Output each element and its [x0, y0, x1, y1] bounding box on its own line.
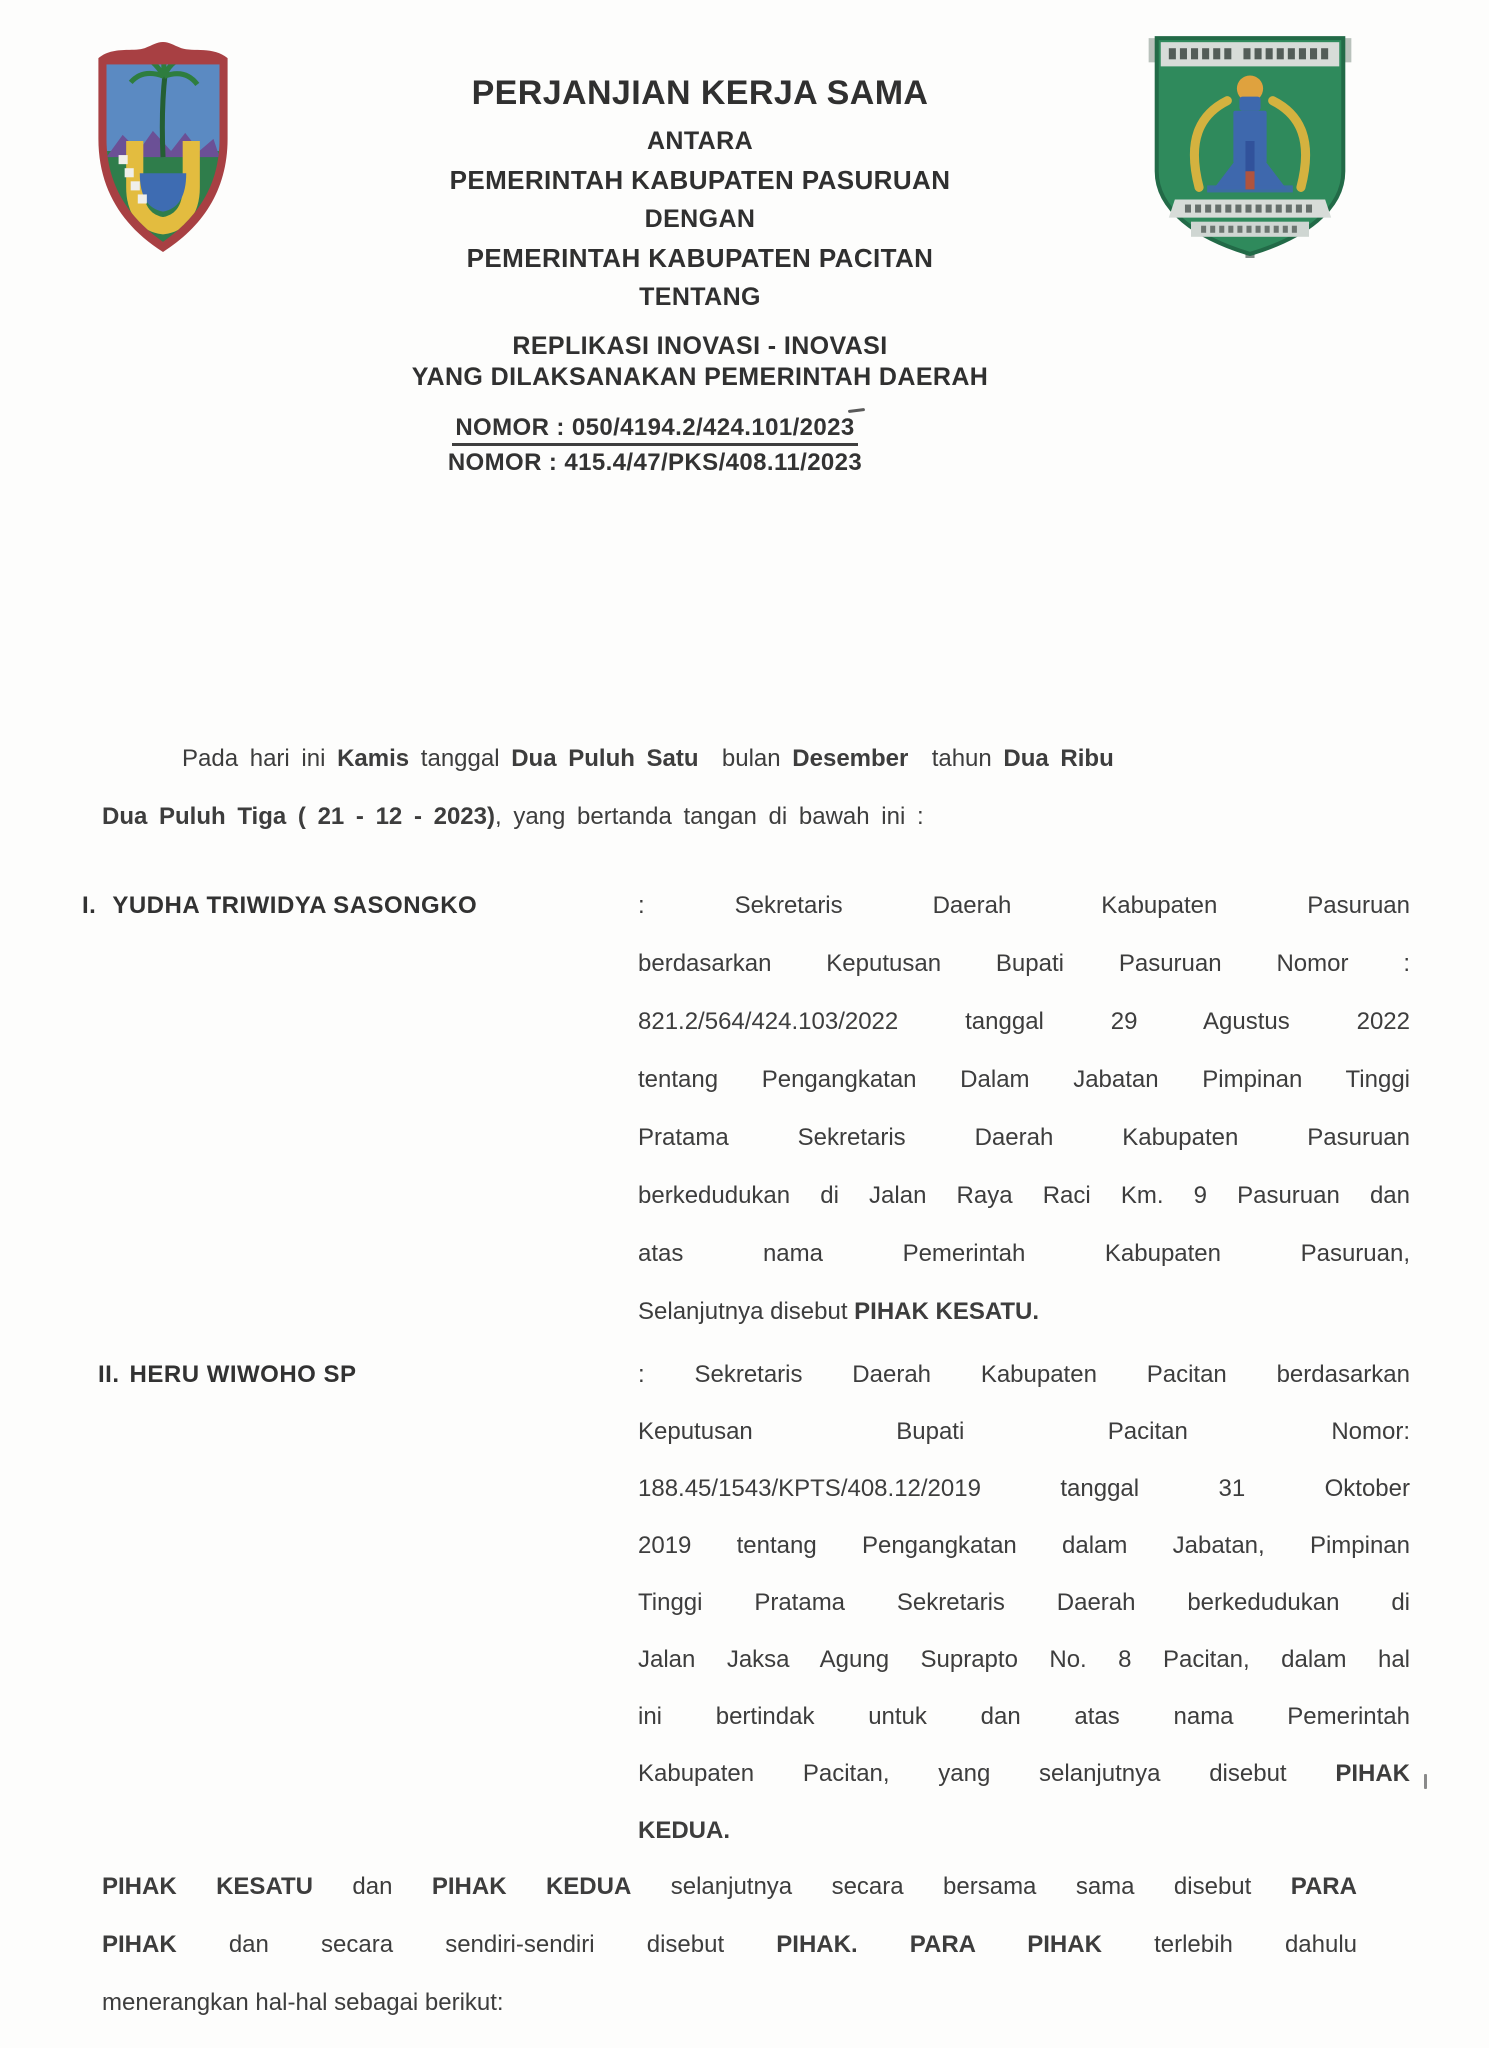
header-dengan: DENGAN: [644, 205, 756, 233]
party1-line: tentang Pengangkatan Dalam Jabatan Pimpinan Tinggi: [638, 1066, 1410, 1093]
party2-line: Kabupaten Pacitan, yang selanjutnya disebut PIHAK: [638, 1760, 1410, 1787]
party1-line: berdasarkan Keputusan Bupati Pasuruan Nomor :: [638, 950, 1410, 977]
header-subject-line1: REPLIKASI INOVASI - INOVASI: [512, 332, 888, 360]
header-party1: PEMERINTAH KABUPATEN PASURUAN: [449, 165, 951, 195]
header-subject-line2: YANG DILAKSANAKAN PEMERINTAH DAERAH: [411, 363, 989, 391]
closing-line-2: PIHAK dan secara sendiri-sendiri disebut PIHAK. PARA PIHAK terlebih dahulu: [102, 1931, 1358, 1958]
opening-paragraph: [102, 730, 1147, 846]
party1-numeral: I.: [82, 892, 97, 919]
scan-artifact-dash: [848, 408, 865, 413]
closing-paragraph: [102, 1858, 1357, 2032]
nomor-line-1: [205, 414, 1105, 442]
party2-numeral: II.: [98, 1361, 120, 1388]
closing-line-1: PIHAK KESATU dan PIHAK KEDUA selanjutnya secara bersama sama disebut PARA: [102, 1873, 1357, 1900]
party1-name: [82, 877, 477, 935]
banner-text-marks: [1169, 48, 1328, 59]
party2-line: : Sekretaris Daerah Kabupaten Pacitan berdasarkan: [638, 1361, 1410, 1388]
pasuruan-coat-of-arms-icon: [92, 38, 234, 256]
party1-name-text: YUDHA TRIWIDYA SASONGKO: [112, 892, 478, 919]
party2-line: 2019 tentang Pengangkatan dalam Jabatan, Pimpinan: [638, 1532, 1410, 1559]
pacitan-coat-of-arms-icon: [1146, 22, 1354, 260]
page-title: PERJANJIAN KERJA SAMA: [471, 74, 929, 112]
party2-line: Keputusan Bupati Pacitan Nomor:: [638, 1418, 1410, 1445]
party2-line: Jalan Jaksa Agung Suprapto No. 8 Pacitan, dalam hal: [638, 1646, 1410, 1673]
party2-line: 188.45/1543/KPTS/408.12/2019 tanggal 31 Oktober: [638, 1475, 1410, 1502]
party1-line-last: Selanjutnya disebut PIHAK KESATU.: [638, 1298, 1040, 1325]
palm-trunk: [162, 74, 165, 157]
party1-line: Pratama Sekretaris Daerah Kabupaten Pasuruan: [638, 1124, 1410, 1151]
party2-line: Tinggi Pratama Sekretaris Daerah berkedudukan di: [638, 1589, 1410, 1616]
party2-line-last: KEDUA.: [638, 1817, 731, 1844]
party1-description: [638, 877, 1410, 1341]
party1-line: berkedudukan di Jalan Raya Raci Km. 9 Pasuruan dan: [638, 1182, 1410, 1209]
header-tentang: TENTANG: [639, 283, 761, 311]
party1-line: 821.2/564/424.103/2022 tanggal 29 Agustus 2022: [638, 1008, 1410, 1035]
opening-line-2: Dua Puluh Tiga ( 21 - 12 - 2023), yang bertanda tangan di bawah ini :: [102, 803, 924, 830]
party2-name: [98, 1346, 357, 1404]
monument-flame: [1245, 171, 1254, 189]
scan-artifact-tick: [1424, 1774, 1427, 1789]
party1-line: atas nama Pemerintah Kabupaten Pasuruan,: [638, 1240, 1410, 1267]
header-party2: PEMERINTAH KABUPATEN PACITAN: [466, 243, 934, 273]
opening-line-1: Pada hari ini Kamis tanggal Dua Puluh Satu bulan Desember tahun Dua Ribu: [182, 745, 1114, 772]
closing-line-3: menerangkan hal-hal sebagai berikut:: [102, 1989, 504, 2016]
nomor-1-text: NOMOR : 050/4194.2/424.101/2023: [452, 414, 857, 446]
party2-description: [638, 1346, 1410, 1859]
header-antara: ANTARA: [646, 127, 754, 155]
nomor-line-2: NOMOR : 415.4/47/PKS/408.11/2023: [447, 449, 863, 476]
party2-line: ini bertindak untuk dan atas nama Pemerintah: [638, 1703, 1410, 1730]
party1-line: : Sekretaris Daerah Kabupaten Pasuruan: [638, 892, 1410, 919]
party2-name-text: HERU WIWOHO SP: [129, 1361, 357, 1388]
